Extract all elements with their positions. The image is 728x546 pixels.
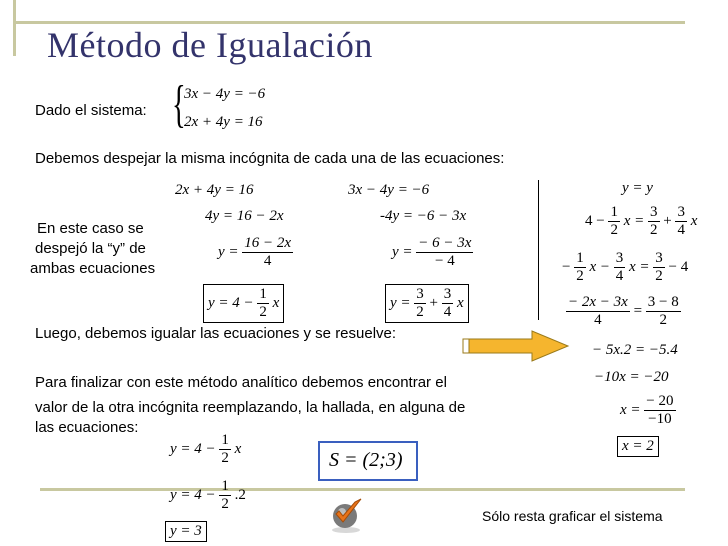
mid-step-3: y = $\frac{- 6 - 3x}{- 4}$ (392, 235, 472, 269)
final-text-2: valor de la otra incógnita reemplazando, la hallada, en alguna de (35, 399, 466, 416)
final-text-1: Para finalizar con este método analítico debemos encontrar el (35, 374, 447, 391)
mid-step-2: -4y = −6 − 3x (380, 208, 467, 224)
mid-step-1: 3x − 4y = −6 (348, 182, 430, 198)
right-step-5: − 5x.2 = −5.4 (592, 342, 678, 358)
case-text-1: En este caso se (37, 220, 144, 237)
left-result-box: y = 4 − $\frac{1}{2}$ x (203, 284, 284, 323)
given-label: Dado el sistema: (35, 102, 147, 119)
column-divider (538, 180, 539, 320)
final-text-3: las ecuaciones: (35, 419, 139, 436)
x-result-box: x = 2 (617, 436, 659, 457)
footer-text: Sólo resta graficar el sistema (482, 508, 663, 524)
system-eq1: 3x − 4y = −6 (184, 86, 266, 102)
right-step-6: −10x = −20 (594, 369, 669, 385)
case-text-2: despejó la “y” de (35, 240, 146, 257)
case-text-3: ambas ecuaciones (30, 260, 156, 277)
mid-result-box: y = $\frac{3}{2}$ + $\frac{3}{4}$ x (385, 284, 469, 323)
solution-set: S = (2;3) (329, 449, 403, 471)
subst-step-2: y = 4 − $\frac{1}{2}$ .2 (170, 478, 246, 512)
subst-step-1: y = 4 − $\frac{1}{2}$ x (170, 432, 242, 466)
slide-title: Método de Igualación (47, 25, 373, 65)
right-arrow-icon (462, 330, 570, 367)
right-step-1: y = y (622, 180, 653, 196)
right-step-4: $\frac{- 2x - 3x}{4}$ = $\frac{3 - 8}{2}$ (568, 294, 679, 328)
system-eq2: 2x + 4y = 16 (184, 114, 263, 130)
right-step-3: − $\frac{1}{2}$ x − $\frac{3}{4}$ x = $\frac{3}{2}$ − 4 (562, 250, 689, 284)
title-accent-line (13, 0, 16, 56)
y-result-box: y = 3 (165, 521, 207, 542)
left-step-3: y = $\frac{16 - 2x}{4}$ (218, 235, 292, 269)
right-step-7: x = $\frac{- 20}{-10}$ (620, 393, 674, 427)
left-step-2: 4y = 16 − 2x (205, 208, 284, 224)
left-step-1: 2x + 4y = 16 (175, 182, 254, 198)
right-step-2: 4 − $\frac{1}{2}$ x = $\frac{3}{2}$ + $\frac{3}{4}$ x (585, 204, 698, 238)
instruction-text: Debemos despejar la misma incógnita de cada una de las ecuaciones: (35, 150, 505, 167)
system-brace: { (172, 76, 186, 133)
then-text: Luego, debemos igualar las ecuaciones y se resuelve: (35, 325, 397, 342)
checkmark-icon (328, 496, 364, 539)
bottom-rule (40, 488, 685, 491)
